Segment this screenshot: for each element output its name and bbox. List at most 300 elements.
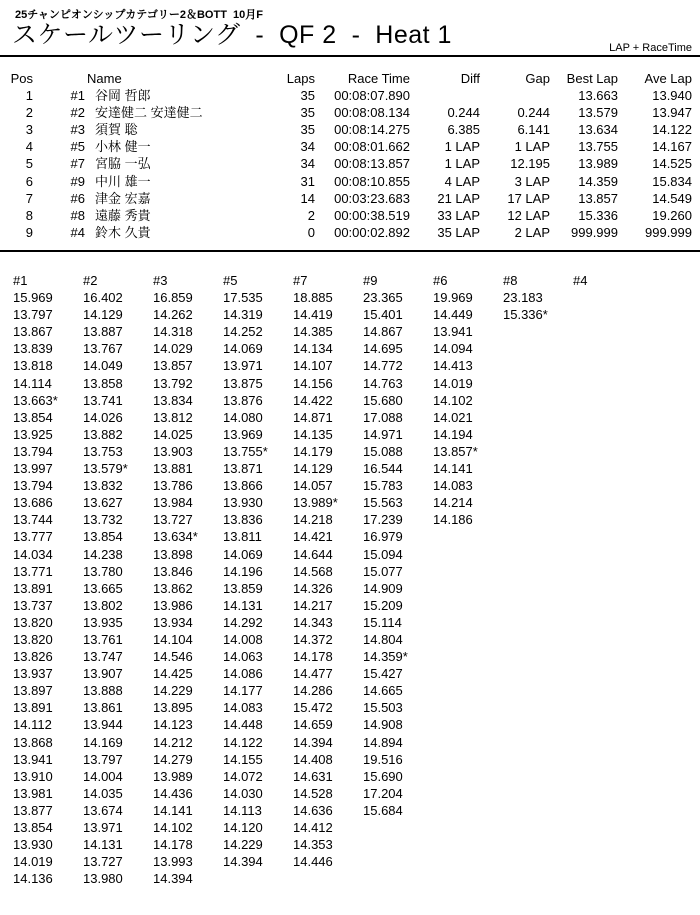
lap-time-cell: 13.663* [13, 392, 58, 408]
lap-time-cell: 14.772 [363, 358, 403, 374]
lap-time-cell [433, 665, 503, 682]
lap-time-cell: 13.802 [83, 597, 123, 613]
lap-time-cell: 15.088 [363, 443, 403, 459]
lap-time-cell: 14.186 [433, 512, 473, 528]
lap-time-cell: 14.131 [223, 597, 263, 613]
lap-time-cell: 13.887 [83, 324, 123, 340]
lap-chart-row [13, 494, 643, 511]
result-cell-ave-lap: 14.122 [652, 122, 692, 138]
lap-time-cell: 13.984 [153, 495, 193, 511]
lap-time-cell: 13.839 [13, 341, 53, 357]
lap-time-cell: 14.217 [293, 597, 333, 613]
lap-time-cell: 13.903 [153, 443, 193, 459]
result-cell-pos: 8 [25, 207, 33, 223]
result-cell-pos: 2 [25, 105, 33, 121]
lap-time-cell [503, 699, 573, 716]
result-cell-gap: 12 LAP [507, 207, 550, 223]
lap-time-cell [363, 853, 433, 870]
lap-time-cell: 13.871 [223, 461, 263, 477]
result-cell-diff: 1 LAP [444, 156, 480, 172]
lap-time-cell: 13.794 [13, 443, 53, 459]
lap-time-cell: 14.262 [153, 307, 193, 323]
lap-time-cell [433, 580, 503, 597]
lap-time-cell: 15.114 [363, 614, 402, 630]
lap-time-cell: 13.665 [83, 580, 123, 596]
lap-time-cell: 14.546 [153, 649, 193, 665]
lap-time-cell [573, 819, 643, 836]
lap-time-cell: 13.969 [223, 426, 263, 442]
result-cell-race-time: 00:08:14.275 [334, 122, 410, 138]
lap-time-cell [503, 511, 573, 528]
lap-time-cell: 13.812 [153, 409, 193, 425]
result-cell-car: #2 [70, 105, 85, 121]
lap-time-cell: 14.229 [153, 683, 193, 699]
result-cell-laps: 34 [300, 156, 315, 172]
lap-chart-row [13, 460, 643, 477]
result-cell-laps: 31 [300, 173, 315, 189]
result-cell-best-lap: 13.663 [578, 88, 618, 104]
lap-time-cell: 14.894 [363, 734, 403, 750]
result-cell-name: 津金 宏嘉 [95, 190, 151, 206]
lap-chart-row [13, 631, 643, 648]
result-row [0, 121, 692, 138]
lap-time-cell [433, 836, 503, 853]
lap-time-cell: 13.786 [153, 478, 193, 494]
col-header-ave-lap: Ave Lap [644, 71, 692, 86]
lap-time-cell: 13.857* [433, 443, 478, 459]
lap-time-cell: 13.854 [13, 409, 53, 425]
result-cell-laps: 34 [300, 139, 315, 155]
lap-chart-row [13, 870, 643, 887]
lap-time-cell: 14.477 [293, 666, 333, 682]
lap-time-cell: 13.811 [223, 529, 262, 545]
lap-chart-row [13, 306, 643, 323]
lap-time-cell: 13.826 [13, 649, 53, 665]
result-cell-name: 小林 健一 [95, 139, 151, 155]
lap-time-cell: 13.777 [13, 529, 53, 545]
lap-time-cell [433, 546, 503, 563]
result-cell-gap: 0.244 [517, 105, 550, 121]
lap-chart-row [13, 443, 643, 460]
result-row [0, 173, 692, 190]
lap-time-cell [433, 785, 503, 802]
lap-time-cell: 14.568 [293, 563, 333, 579]
result-cell-laps: 35 [300, 105, 315, 121]
lap-time-cell: 14.104 [153, 631, 193, 647]
lap-time-cell: 14.343 [293, 614, 333, 630]
lap-chart-row [13, 648, 643, 665]
lap-time-cell: 14.072 [223, 768, 263, 784]
lap-time-cell: 14.086 [223, 666, 263, 682]
result-cell-gap: 1 LAP [514, 139, 550, 155]
lap-chart-col-header: #7 [293, 273, 308, 288]
result-cell-best-lap: 13.989 [578, 156, 618, 172]
lap-time-cell [503, 494, 573, 511]
col-header-best-lap: Best Lap [566, 71, 618, 86]
lap-time-cell [503, 836, 573, 853]
lap-time-cell: 14.292 [223, 614, 263, 630]
lap-time-cell [363, 870, 433, 887]
page-title: スケールツーリング - QF 2 - Heat 1 [12, 21, 452, 49]
lap-time-cell: 14.114 [13, 375, 52, 391]
event-subtitle: 25チャンピオンシップカテゴリー2＆BOTT 10月F [15, 9, 263, 21]
lap-time-cell: 15.690 [363, 768, 403, 784]
lap-time-cell: 14.695 [363, 341, 403, 357]
lap-time-cell: 14.135 [293, 426, 333, 442]
col-header-car [33, 70, 85, 87]
lap-time-cell: 14.134 [293, 341, 333, 357]
lap-time-cell [433, 751, 503, 768]
results-divider [0, 250, 700, 252]
result-cell-best-lap: 13.579 [578, 105, 618, 121]
lap-time-cell: 14.019 [13, 854, 53, 870]
lap-time-cell [433, 631, 503, 648]
lap-time-cell: 17.239 [363, 512, 403, 528]
result-row [0, 207, 692, 224]
lap-time-cell [293, 870, 363, 887]
lap-time-cell: 13.755* [223, 443, 268, 459]
lap-time-cell: 14.419 [293, 307, 333, 323]
lap-time-cell: 19.969 [433, 290, 473, 306]
lap-time-cell: 14.908 [363, 717, 403, 733]
lap-time-cell: 13.858 [83, 375, 123, 391]
lap-time-cell: 14.631 [293, 768, 333, 784]
lap-time-cell: 13.818 [13, 358, 53, 374]
lap-time-cell [503, 597, 573, 614]
lap-time-cell: 14.177 [223, 683, 263, 699]
lap-time-cell: 13.861 [83, 700, 123, 716]
lap-time-cell: 13.930 [223, 495, 263, 511]
lap-time-cell: 13.579* [83, 461, 128, 477]
col-header-pos: Pos [10, 71, 33, 86]
lap-chart-col-header: #9 [363, 273, 378, 288]
lap-chart-row [13, 614, 643, 631]
result-cell-pos: 6 [25, 173, 33, 189]
lap-time-cell [573, 648, 643, 665]
lap-chart-row [13, 528, 643, 545]
lap-time-cell [503, 734, 573, 751]
lap-time-cell: 13.907 [83, 666, 123, 682]
lap-time-cell: 14.279 [153, 751, 193, 767]
lap-time-cell: 13.925 [13, 426, 53, 442]
col-header-gap: Gap [525, 71, 550, 86]
lap-time-cell: 14.030 [223, 785, 263, 801]
lap-time-cell: 15.680 [363, 392, 403, 408]
lap-chart-row [13, 426, 643, 443]
lap-chart-row [13, 392, 643, 409]
lap-time-cell: 17.535 [223, 290, 263, 306]
result-cell-best-lap: 13.755 [578, 139, 618, 155]
lap-time-cell: 13.971 [223, 358, 263, 374]
lap-time-cell: 13.876 [223, 392, 263, 408]
lap-time-cell: 14.214 [433, 495, 473, 511]
lap-time-cell [573, 306, 643, 323]
lap-time-cell: 13.797 [13, 307, 53, 323]
result-cell-race-time: 00:08:07.890 [334, 88, 410, 104]
lap-time-cell: 23.365 [363, 290, 403, 306]
lap-chart-row [13, 819, 643, 836]
lap-time-cell: 14.359* [363, 649, 408, 665]
lap-time-cell: 14.080 [223, 409, 263, 425]
lap-time-cell [503, 631, 573, 648]
lap-time-cell: 15.336* [503, 307, 548, 323]
lap-time-cell [433, 682, 503, 699]
lap-time-cell: 14.909 [363, 580, 403, 596]
lap-time-cell: 14.318 [153, 324, 193, 340]
lap-time-cell [363, 836, 433, 853]
lap-time-cell: 15.684 [363, 802, 403, 818]
lap-time-cell: 14.448 [223, 717, 263, 733]
lap-time-cell: 16.402 [83, 290, 123, 306]
lap-time-cell [573, 563, 643, 580]
lap-chart-row [13, 563, 643, 580]
result-cell-diff: 33 LAP [437, 207, 480, 223]
lap-time-cell: 14.326 [293, 580, 333, 596]
lap-time-cell: 13.794 [13, 478, 53, 494]
result-cell-race-time: 00:08:13.857 [334, 156, 410, 172]
lap-time-cell: 13.897 [13, 683, 53, 699]
lap-time-cell [573, 289, 643, 306]
lap-time-cell [503, 443, 573, 460]
lap-time-cell [503, 546, 573, 563]
lap-chart-col-header: #3 [153, 273, 168, 288]
result-cell-diff: 35 LAP [437, 224, 480, 240]
lap-time-cell: 15.094 [363, 546, 403, 562]
lap-time-cell: 13.857 [153, 358, 193, 374]
lap-time-cell [433, 563, 503, 580]
lap-time-cell: 13.882 [83, 426, 123, 442]
lap-chart-row [13, 289, 643, 306]
lap-time-cell: 14.069 [223, 341, 263, 357]
lap-time-cell: 13.941 [433, 324, 473, 340]
lap-chart-row [13, 734, 643, 751]
lap-time-cell [503, 528, 573, 545]
result-cell-laps: 35 [300, 88, 315, 104]
lap-time-cell: 14.446 [293, 854, 333, 870]
result-cell-ave-lap: 14.525 [652, 156, 692, 172]
lap-time-cell [433, 597, 503, 614]
lap-time-cell: 13.867 [13, 324, 53, 340]
lap-time-cell: 13.732 [83, 512, 123, 528]
result-cell-car: #1 [70, 88, 85, 104]
lap-time-cell: 13.980 [83, 871, 123, 887]
lap-time-cell [573, 699, 643, 716]
result-cell-name: 安達健二 安達健二 [95, 105, 203, 121]
lap-time-cell: 14.218 [293, 512, 333, 528]
lap-time-cell [573, 528, 643, 545]
result-cell-pos: 1 [25, 88, 33, 104]
lap-time-cell: 14.871 [293, 409, 333, 425]
lap-time-cell: 14.763 [363, 375, 403, 391]
result-row [0, 155, 692, 172]
lap-chart-row [13, 751, 643, 768]
lap-time-cell: 13.854 [83, 529, 123, 545]
lap-time-cell [433, 768, 503, 785]
result-cell-diff: 4 LAP [444, 173, 480, 189]
lap-time-cell: 15.783 [363, 478, 403, 494]
result-cell-race-time: 00:08:01.662 [334, 139, 410, 155]
col-header-diff: Diff [460, 71, 480, 86]
lap-chart-row [13, 375, 643, 392]
lap-time-cell: 14.212 [153, 734, 193, 750]
lap-time-cell [503, 477, 573, 494]
lap-chart-row [13, 323, 643, 340]
lap-chart-col-header: #2 [83, 273, 98, 288]
lap-time-cell: 13.634* [153, 529, 198, 545]
result-cell-name: 中川 雄一 [95, 173, 151, 189]
lap-time-cell [573, 357, 643, 374]
lap-time-cell: 14.122 [223, 734, 263, 750]
lap-time-cell: 14.120 [223, 820, 263, 835]
result-cell-laps: 2 [307, 207, 315, 223]
col-header-name: Name [87, 71, 122, 86]
lap-time-cell: 14.179 [293, 443, 333, 459]
lap-time-cell [503, 340, 573, 357]
lap-time-cell [573, 546, 643, 563]
lap-time-cell: 14.112 [13, 717, 52, 733]
lap-time-cell: 14.238 [83, 546, 123, 562]
lap-time-cell: 14.436 [153, 785, 193, 801]
lap-chart-row [13, 580, 643, 597]
lap-time-cell: 14.063 [223, 649, 263, 665]
lap-time-cell: 14.971 [363, 426, 403, 442]
result-cell-car: #9 [70, 173, 85, 189]
lap-time-cell [503, 426, 573, 443]
lap-time-cell: 13.747 [83, 649, 123, 665]
lap-time-cell: 13.753 [83, 443, 123, 459]
lap-time-cell: 13.986 [153, 597, 193, 613]
lap-time-cell: 14.319 [223, 307, 263, 323]
result-cell-gap: 6.141 [517, 122, 550, 138]
result-cell-car: #3 [70, 122, 85, 138]
lap-time-cell: 13.797 [83, 751, 123, 767]
lap-time-cell: 14.057 [293, 478, 333, 494]
lap-time-cell: 13.627 [83, 495, 123, 511]
result-cell-diff: 21 LAP [437, 190, 480, 206]
lap-time-cell: 14.102 [153, 820, 193, 835]
lap-chart-col-header: #4 [573, 273, 588, 288]
lap-time-cell: 14.385 [293, 324, 333, 340]
lap-time-cell: 14.026 [83, 409, 123, 425]
lap-time-cell: 14.528 [293, 785, 333, 801]
lap-time-cell: 14.113 [223, 802, 262, 818]
lap-time-cell: 15.077 [363, 563, 403, 579]
lap-time-cell [573, 734, 643, 751]
lap-time-cell [503, 870, 573, 887]
lap-time-cell [433, 614, 503, 631]
lap-time-cell: 13.834 [153, 392, 193, 408]
lap-chart-row [13, 511, 643, 528]
result-cell-best-lap: 13.857 [578, 190, 618, 206]
result-cell-race-time: 00:08:10.855 [334, 173, 410, 189]
result-cell-gap: 12.195 [510, 156, 550, 172]
lap-time-cell: 14.029 [153, 341, 193, 357]
lap-time-cell [503, 802, 573, 819]
lap-time-cell [573, 511, 643, 528]
result-cell-diff: 0.244 [447, 105, 480, 121]
lap-time-cell: 13.895 [153, 700, 193, 716]
lap-time-cell: 13.744 [13, 512, 53, 528]
lap-time-cell: 14.196 [223, 563, 263, 579]
lap-time-cell: 13.898 [153, 546, 193, 562]
lap-time-cell [433, 870, 503, 887]
lap-time-cell [503, 323, 573, 340]
results-header-row [0, 70, 692, 87]
result-cell-name: 谷岡 哲郎 [95, 88, 151, 104]
lap-chart-col-header: #6 [433, 273, 448, 288]
lap-time-cell [573, 597, 643, 614]
lap-time-cell [433, 699, 503, 716]
lap-time-cell [573, 853, 643, 870]
lap-time-cell: 14.194 [433, 426, 473, 442]
lap-time-cell: 13.910 [13, 768, 53, 784]
lap-time-cell: 13.881 [153, 461, 193, 477]
col-header-race-time: Race Time [347, 71, 410, 86]
result-cell-ave-lap: 14.167 [652, 139, 692, 155]
lap-time-cell [503, 375, 573, 392]
lap-time-cell: 13.888 [83, 683, 123, 699]
result-cell-best-lap: 13.634 [578, 122, 618, 138]
lap-chart-row [13, 836, 643, 853]
lap-time-cell: 13.862 [153, 580, 193, 596]
lap-chart-table [13, 272, 643, 887]
lap-time-cell [503, 614, 573, 631]
lap-time-cell [503, 648, 573, 665]
lap-chart-row [13, 357, 643, 374]
lap-time-cell: 13.937 [13, 666, 53, 682]
lap-time-cell: 14.286 [293, 683, 333, 699]
lap-time-cell: 13.997 [13, 461, 53, 477]
lap-chart-row [13, 665, 643, 682]
lap-time-cell [503, 819, 573, 836]
lap-time-cell: 14.123 [153, 717, 193, 733]
lap-time-cell [573, 785, 643, 802]
lap-time-cell: 14.408 [293, 751, 333, 767]
lap-time-cell: 14.083 [223, 700, 263, 716]
lap-time-cell [503, 580, 573, 597]
lap-time-cell [573, 665, 643, 682]
lap-time-cell: 14.665 [363, 683, 403, 699]
lap-time-cell: 15.969 [13, 290, 53, 306]
lap-time-cell: 14.636 [293, 802, 333, 818]
lap-time-cell [433, 819, 503, 836]
lap-time-cell [503, 409, 573, 426]
result-cell-pos: 3 [25, 122, 33, 138]
lap-time-cell: 13.941 [13, 751, 53, 767]
lap-time-cell: 14.008 [223, 631, 263, 647]
lap-time-cell: 13.846 [153, 563, 193, 579]
timing-mode-label: LAP + RaceTime [609, 42, 692, 54]
result-cell-race-time: 00:00:02.892 [334, 224, 410, 240]
lap-chart-row [13, 477, 643, 494]
lap-time-cell [503, 768, 573, 785]
lap-time-cell: 13.727 [83, 854, 123, 870]
lap-time-cell: 14.049 [83, 358, 123, 374]
result-cell-diff [410, 87, 480, 104]
lap-time-cell: 15.472 [293, 700, 333, 716]
lap-time-cell: 14.035 [83, 785, 123, 801]
lap-time-cell: 13.930 [13, 837, 53, 853]
lap-time-cell: 14.141 [433, 461, 473, 477]
lap-time-cell [573, 409, 643, 426]
lap-time-cell [503, 716, 573, 733]
lap-time-cell: 14.083 [433, 478, 473, 494]
result-cell-gap [480, 87, 550, 104]
lap-time-cell: 14.394 [223, 854, 263, 870]
lap-time-cell: 13.981 [13, 785, 53, 801]
lap-time-cell: 13.989 [153, 768, 193, 784]
lap-chart-row [13, 546, 643, 563]
